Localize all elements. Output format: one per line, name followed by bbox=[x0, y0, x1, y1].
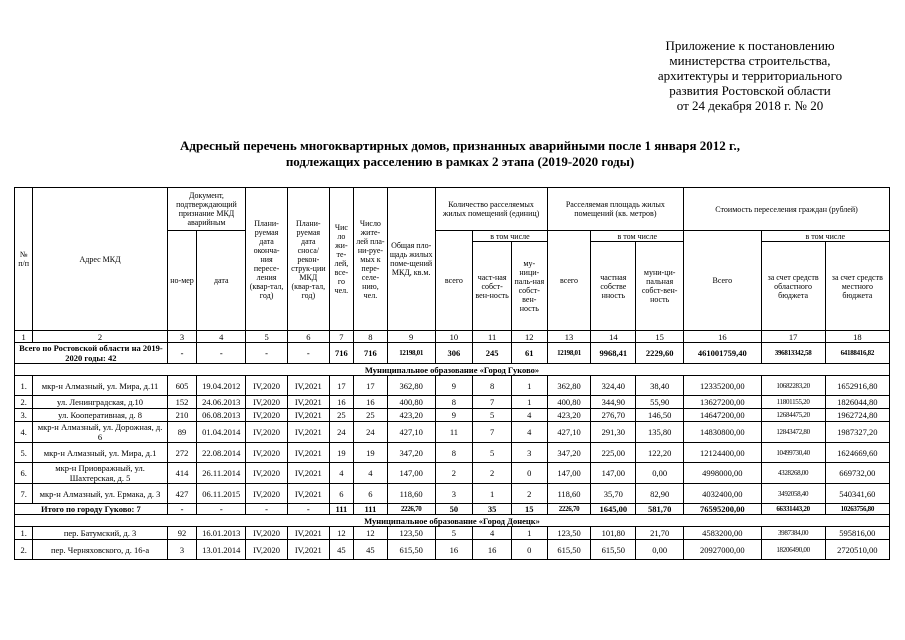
section-name: Муниципальное образование «Город Донецк» bbox=[15, 515, 890, 527]
table-cell: 6. bbox=[15, 463, 33, 484]
appendix-line: развития Ростовской области bbox=[669, 83, 831, 98]
table-cell: 06.08.2013 bbox=[197, 409, 246, 422]
table-cell: 8 bbox=[473, 376, 512, 396]
address-cell: мкр-н Приовражный, ул. Шахтерская, д. 5 bbox=[33, 463, 167, 484]
header-address: Адрес МКД bbox=[33, 188, 167, 331]
table-cell: 3 bbox=[511, 443, 547, 463]
column-number: 5 bbox=[246, 331, 288, 343]
table-cell: 4 bbox=[511, 409, 547, 422]
document-title-line: Адресный перечень многоквартирных домов, признанных аварийными после 1 января 2012 г., bbox=[180, 138, 740, 153]
table-cell: 24 bbox=[329, 422, 353, 443]
table-cell: 414 bbox=[167, 463, 197, 484]
total-value: 1645,00 bbox=[591, 504, 636, 515]
column-number: 4 bbox=[197, 331, 246, 343]
total-value: 64188416,82 bbox=[825, 343, 889, 364]
table-cell: 2 bbox=[511, 484, 547, 504]
table-cell: IV,2021 bbox=[287, 422, 329, 443]
table-cell: 362,80 bbox=[387, 376, 435, 396]
header-planned-end: Плани-руемая дата оконча-ния пересе-ления (квар-тал, год) bbox=[246, 188, 288, 331]
table-cell: 605 bbox=[167, 376, 197, 396]
table-cell: 1987327,20 bbox=[825, 422, 889, 443]
address-cell: пер. Черняховского, д. 16-а bbox=[33, 540, 167, 560]
table-cell: 9 bbox=[435, 409, 473, 422]
table-cell: 3 bbox=[435, 484, 473, 504]
total-label: Итого по городу Гуково: 7 bbox=[15, 504, 168, 515]
table-cell: IV,2020 bbox=[246, 409, 288, 422]
table-cell: 4 bbox=[511, 422, 547, 443]
document-title-line: подлежащих расселению в рамках 2 этапа (2019-2020 годы) bbox=[285, 154, 635, 169]
header-cost-total: Всего bbox=[684, 231, 761, 331]
total-value: 2226,70 bbox=[547, 504, 591, 515]
table-cell: 272 bbox=[167, 443, 197, 463]
table-cell: 2720510,00 bbox=[825, 540, 889, 560]
table-cell: 16 bbox=[435, 540, 473, 560]
table-cell: 5 bbox=[473, 409, 512, 422]
table-row bbox=[15, 409, 890, 422]
table-cell: 1. bbox=[15, 376, 33, 396]
header-area-total: всего bbox=[547, 231, 591, 331]
table-cell: IV,2020 bbox=[246, 376, 288, 396]
table-cell: 152 bbox=[167, 396, 197, 409]
table-cell: 1652916,80 bbox=[825, 376, 889, 396]
table-cell: 1826044,80 bbox=[825, 396, 889, 409]
table-cell: 276,70 bbox=[591, 409, 636, 422]
table-cell: 4998000,00 bbox=[684, 463, 761, 484]
table-cell: 291,30 bbox=[591, 422, 636, 443]
housing-register-table bbox=[14, 187, 890, 560]
table-cell: 14647200,00 bbox=[684, 409, 761, 422]
table-cell: 5. bbox=[15, 443, 33, 463]
header-cost-including: в том числе bbox=[761, 231, 889, 242]
table-cell: IV,2020 bbox=[246, 463, 288, 484]
total-value: 306 bbox=[435, 343, 473, 364]
table-cell: 17 bbox=[354, 376, 388, 396]
table-cell: 1624669,60 bbox=[825, 443, 889, 463]
table-cell: 427,10 bbox=[547, 422, 591, 443]
column-number: 8 bbox=[354, 331, 388, 343]
appendix-note bbox=[600, 38, 900, 113]
total-value: 35 bbox=[473, 504, 512, 515]
table-cell: 3. bbox=[15, 409, 33, 422]
table-cell: 25 bbox=[354, 409, 388, 422]
table-cell: 669732,00 bbox=[825, 463, 889, 484]
table-cell: 0 bbox=[511, 463, 547, 484]
total-value: 581,70 bbox=[636, 504, 684, 515]
total-value: 2229,60 bbox=[636, 343, 684, 364]
table-cell: 12335200,00 bbox=[684, 376, 761, 396]
table-row bbox=[15, 376, 890, 396]
table-cell: 0 bbox=[511, 540, 547, 560]
header-units-municipal: му-ници-паль-ная собст-вен-ность bbox=[511, 242, 547, 331]
table-cell: 135,80 bbox=[636, 422, 684, 443]
header-area-group: Расселяемая площадь жилых помещений (кв. метров) bbox=[547, 188, 683, 231]
table-cell: 423,20 bbox=[387, 409, 435, 422]
table-cell: 118,60 bbox=[547, 484, 591, 504]
table-cell: 0,00 bbox=[636, 463, 684, 484]
grand-total-row bbox=[15, 343, 890, 364]
total-value: 716 bbox=[354, 343, 388, 364]
table-cell: 26.11.2014 bbox=[197, 463, 246, 484]
table-cell: 427 bbox=[167, 484, 197, 504]
table-cell: 12684475,20 bbox=[761, 409, 825, 422]
total-value: 50 bbox=[435, 504, 473, 515]
document-title bbox=[60, 138, 860, 170]
table-cell: 17 bbox=[329, 376, 353, 396]
total-value: - bbox=[246, 504, 288, 515]
total-value: 9968,41 bbox=[591, 343, 636, 364]
header-residents-planned: Число жите-лей пла-ни-руе-мых к пере-селе-нию, чел. bbox=[354, 188, 388, 331]
table-cell: 1 bbox=[511, 376, 547, 396]
table-cell: 400,80 bbox=[547, 396, 591, 409]
table-row bbox=[15, 443, 890, 463]
table-cell: 615,50 bbox=[547, 540, 591, 560]
table-cell: 10499730,40 bbox=[761, 443, 825, 463]
table-cell: IV,2020 bbox=[246, 422, 288, 443]
header-document: Документ, подтверждающий признание МКД аварийным bbox=[167, 188, 245, 231]
table-cell: 4328268,00 bbox=[761, 463, 825, 484]
table-cell: 123,50 bbox=[387, 527, 435, 540]
total-value: - bbox=[246, 343, 288, 364]
header-total-area: Общая пло-щадь жилых поме-щений МКД, кв.м. bbox=[387, 188, 435, 331]
total-value: 396813342,58 bbox=[761, 343, 825, 364]
column-number: 7 bbox=[329, 331, 353, 343]
table-cell: 45 bbox=[354, 540, 388, 560]
column-number: 6 bbox=[287, 331, 329, 343]
column-number: 11 bbox=[473, 331, 512, 343]
header-cost-group: Стоимость переселения граждан (рублей) bbox=[684, 188, 890, 231]
column-number: 1 bbox=[15, 331, 33, 343]
table-cell: 5 bbox=[473, 443, 512, 463]
table-cell: IV,2021 bbox=[287, 443, 329, 463]
column-number: 14 bbox=[591, 331, 636, 343]
table-cell: 19.04.2012 bbox=[197, 376, 246, 396]
table-cell: 3 bbox=[167, 540, 197, 560]
table-cell: 22.08.2014 bbox=[197, 443, 246, 463]
table-cell: 24.06.2013 bbox=[197, 396, 246, 409]
table-cell: 38,40 bbox=[636, 376, 684, 396]
table-cell: IV,2021 bbox=[287, 540, 329, 560]
column-number: 16 bbox=[684, 331, 761, 343]
table-cell: IV,2020 bbox=[246, 396, 288, 409]
table-cell: 16.01.2013 bbox=[197, 527, 246, 540]
table-cell: 2 bbox=[473, 463, 512, 484]
table-cell: 595816,00 bbox=[825, 527, 889, 540]
table-cell: 12124400,00 bbox=[684, 443, 761, 463]
table-cell: 45 bbox=[329, 540, 353, 560]
section-total-row bbox=[15, 504, 890, 515]
table-cell: 615,50 bbox=[387, 540, 435, 560]
header-units-group: Количество расселяемых жилых помещений (единиц) bbox=[435, 188, 547, 231]
header-num: № п/п bbox=[15, 188, 33, 331]
table-cell: 427,10 bbox=[387, 422, 435, 443]
table-cell: 1962724,80 bbox=[825, 409, 889, 422]
total-value: 15 bbox=[511, 504, 547, 515]
total-value: - bbox=[167, 343, 197, 364]
section-header-row bbox=[15, 515, 890, 527]
table-cell: 4583200,00 bbox=[684, 527, 761, 540]
table-cell: 1 bbox=[511, 527, 547, 540]
table-cell: 6 bbox=[329, 484, 353, 504]
header-units-private: част-ная собст-вен-ность bbox=[473, 242, 512, 331]
table-cell: IV,2021 bbox=[287, 396, 329, 409]
table-cell: 55,90 bbox=[636, 396, 684, 409]
table-cell: 12 bbox=[329, 527, 353, 540]
table-cell: 19 bbox=[329, 443, 353, 463]
total-value: 61 bbox=[511, 343, 547, 364]
table-cell: 9 bbox=[435, 376, 473, 396]
table-cell: 4032400,00 bbox=[684, 484, 761, 504]
header-cost-regional: за счет средств областного бюджета bbox=[761, 242, 825, 331]
table-cell: 347,20 bbox=[547, 443, 591, 463]
column-number: 2 bbox=[33, 331, 167, 343]
table-cell: IV,2020 bbox=[246, 527, 288, 540]
table-cell: 147,00 bbox=[547, 463, 591, 484]
table-cell: 344,90 bbox=[591, 396, 636, 409]
table-cell: 89 bbox=[167, 422, 197, 443]
table-row bbox=[15, 396, 890, 409]
table-cell: 11 bbox=[435, 422, 473, 443]
table-cell: 400,80 bbox=[387, 396, 435, 409]
appendix-line: от 24 декабря 2018 г. № 20 bbox=[676, 98, 824, 113]
column-number: 10 bbox=[435, 331, 473, 343]
table-cell: 123,50 bbox=[547, 527, 591, 540]
table-row bbox=[15, 422, 890, 443]
total-value: 2226,70 bbox=[387, 504, 435, 515]
table-cell: 210 bbox=[167, 409, 197, 422]
table-cell: 8 bbox=[435, 443, 473, 463]
table-cell: 540341,60 bbox=[825, 484, 889, 504]
table-cell: 324,40 bbox=[591, 376, 636, 396]
header-area-municipal: муни-ци-пальная собст-вен-ность bbox=[636, 242, 684, 331]
header-doc-number: но-мер bbox=[167, 231, 197, 331]
table-cell: 12843472,80 bbox=[761, 422, 825, 443]
table-cell: IV,2021 bbox=[287, 484, 329, 504]
table-cell: 2 bbox=[435, 463, 473, 484]
table-cell: 24 bbox=[354, 422, 388, 443]
column-number: 18 bbox=[825, 331, 889, 343]
total-value: - bbox=[167, 504, 197, 515]
table-cell: 4 bbox=[329, 463, 353, 484]
total-value: 461001759,40 bbox=[684, 343, 761, 364]
table-cell: 147,00 bbox=[591, 463, 636, 484]
address-cell: ул. Ленинградская, д.10 bbox=[33, 396, 167, 409]
header-units-total: всего bbox=[435, 231, 473, 331]
table-cell: 14830800,00 bbox=[684, 422, 761, 443]
column-number: 13 bbox=[547, 331, 591, 343]
table-cell: 11801155,20 bbox=[761, 396, 825, 409]
table-cell: 3987384,00 bbox=[761, 527, 825, 540]
section-header-row bbox=[15, 364, 890, 376]
table-cell: 2. bbox=[15, 396, 33, 409]
table-cell: IV,2020 bbox=[246, 484, 288, 504]
table-cell: 06.11.2015 bbox=[197, 484, 246, 504]
table-cell: 4. bbox=[15, 422, 33, 443]
total-value: 716 bbox=[329, 343, 353, 364]
column-number: 17 bbox=[761, 331, 825, 343]
appendix-line: Приложение к постановлению bbox=[665, 38, 835, 53]
table-cell: 8 bbox=[435, 396, 473, 409]
table-body bbox=[15, 331, 890, 560]
table-cell: 92 bbox=[167, 527, 197, 540]
table-cell: 4 bbox=[354, 463, 388, 484]
total-value: 12198,01 bbox=[547, 343, 591, 364]
table-cell: 4 bbox=[473, 527, 512, 540]
table-cell: 147,00 bbox=[387, 463, 435, 484]
address-cell: мкр-н Алмазный, ул. Мира, д.11 bbox=[33, 376, 167, 396]
table-cell: 1 bbox=[473, 484, 512, 504]
column-number: 9 bbox=[387, 331, 435, 343]
table-cell: IV,2021 bbox=[287, 409, 329, 422]
table-cell: 16 bbox=[329, 396, 353, 409]
total-label: Всего по Ростовской области на 2019-2020 годы: 42 bbox=[15, 343, 168, 364]
column-number: 3 bbox=[167, 331, 197, 343]
header-cost-local: за счет средств местного бюджета bbox=[825, 242, 889, 331]
table-cell: 7 bbox=[473, 422, 512, 443]
address-cell: пер. Батумский, д. 3 bbox=[33, 527, 167, 540]
table-cell: 12 bbox=[354, 527, 388, 540]
total-value: - bbox=[197, 343, 246, 364]
total-value: 12198,01 bbox=[387, 343, 435, 364]
table-cell: 615,50 bbox=[591, 540, 636, 560]
total-value: - bbox=[287, 343, 329, 364]
header-doc-date: дата bbox=[197, 231, 246, 331]
table-cell: 82,90 bbox=[636, 484, 684, 504]
table-row bbox=[15, 527, 890, 540]
total-value: 111 bbox=[354, 504, 388, 515]
total-value: 111 bbox=[329, 504, 353, 515]
table-cell: 01.04.2014 bbox=[197, 422, 246, 443]
table-cell: 13627200,00 bbox=[684, 396, 761, 409]
total-value: 76595200,00 bbox=[684, 504, 761, 515]
table-cell: 118,60 bbox=[387, 484, 435, 504]
total-value: - bbox=[197, 504, 246, 515]
section-name: Муниципальное образование «Город Гуково» bbox=[15, 364, 890, 376]
address-cell: мкр-н Алмазный, ул. Ермака, д. 3 bbox=[33, 484, 167, 504]
address-cell: мкр-н Алмазный, ул. Дорожная, д. 6 bbox=[33, 422, 167, 443]
table-cell: IV,2020 bbox=[246, 443, 288, 463]
table-cell: 362,80 bbox=[547, 376, 591, 396]
table-cell: IV,2021 bbox=[287, 463, 329, 484]
table-cell: 16 bbox=[473, 540, 512, 560]
table-cell: 225,00 bbox=[591, 443, 636, 463]
total-value: 66331443,20 bbox=[761, 504, 825, 515]
table-row bbox=[15, 463, 890, 484]
table-cell: 35,70 bbox=[591, 484, 636, 504]
total-value: 245 bbox=[473, 343, 512, 364]
column-number: 15 bbox=[636, 331, 684, 343]
table-cell: 7 bbox=[473, 396, 512, 409]
table-cell: 146,50 bbox=[636, 409, 684, 422]
table-cell: 7. bbox=[15, 484, 33, 504]
table-cell: 0,00 bbox=[636, 540, 684, 560]
table-cell: 122,20 bbox=[636, 443, 684, 463]
total-value: 10263756,80 bbox=[825, 504, 889, 515]
table-cell: 1 bbox=[511, 396, 547, 409]
table-cell: 6 bbox=[354, 484, 388, 504]
total-value: - bbox=[287, 504, 329, 515]
table-cell: IV,2020 bbox=[246, 540, 288, 560]
table-cell: 13.01.2014 bbox=[197, 540, 246, 560]
table-cell: IV,2021 bbox=[287, 527, 329, 540]
header-planned-demolition: Плани-руемая дата сноса/ рекон-струк-ции МКД (квар-тал, год) bbox=[287, 188, 329, 331]
header-area-private: частная собстве нность bbox=[591, 242, 636, 331]
appendix-line: архитектуры и территориального bbox=[657, 68, 843, 83]
appendix-line: министерства строительства, bbox=[669, 53, 831, 68]
table-row bbox=[15, 484, 890, 504]
column-number: 12 bbox=[511, 331, 547, 343]
table-cell: 5 bbox=[435, 527, 473, 540]
header-units-including: в том числе bbox=[473, 231, 547, 242]
table-cell: 25 bbox=[329, 409, 353, 422]
header-area-including: в том числе bbox=[591, 231, 684, 242]
table-cell: 3492058,40 bbox=[761, 484, 825, 504]
table-row bbox=[15, 540, 890, 560]
table-cell: 20927000,00 bbox=[684, 540, 761, 560]
address-cell: ул. Кооперативная, д. 8 bbox=[33, 409, 167, 422]
table-cell: 1. bbox=[15, 527, 33, 540]
table-cell: 16 bbox=[354, 396, 388, 409]
column-numbers-row bbox=[15, 331, 890, 343]
table-cell: 101,80 bbox=[591, 527, 636, 540]
header-residents-total: Чис ло жи-те-лей, все-го чел. bbox=[329, 188, 353, 331]
table-cell: 10682283,20 bbox=[761, 376, 825, 396]
table-cell: 2. bbox=[15, 540, 33, 560]
table-cell: 18206490,00 bbox=[761, 540, 825, 560]
table-cell: 423,20 bbox=[547, 409, 591, 422]
table-cell: 19 bbox=[354, 443, 388, 463]
table-cell: 21,70 bbox=[636, 527, 684, 540]
table-cell: IV,2021 bbox=[287, 376, 329, 396]
table-cell: 347,20 bbox=[387, 443, 435, 463]
address-cell: мкр-н Алмазный, ул. Мира, д.1 bbox=[33, 443, 167, 463]
